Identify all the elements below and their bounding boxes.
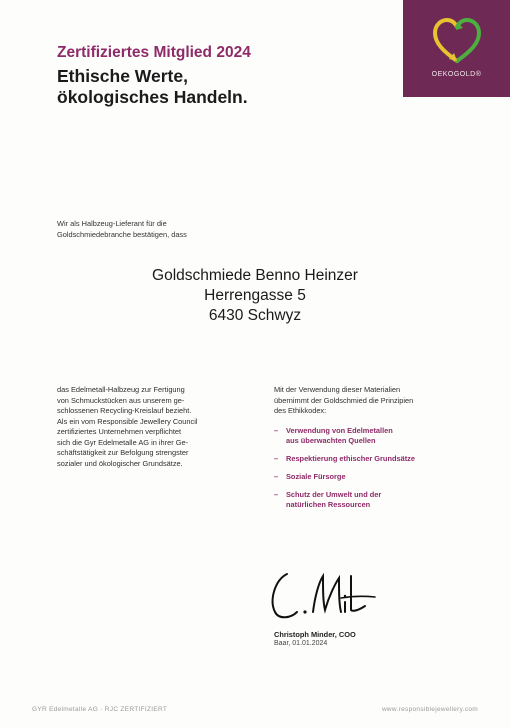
recipient-city: 6430 Schwyz (208, 307, 302, 324)
principle-line: – Schutz der Umwelt und der (286, 489, 382, 499)
handwritten-signature (265, 566, 385, 628)
oekogold-logo (403, 0, 510, 97)
recipient-street: Herrengasse 5 (204, 287, 306, 304)
body-line: von Schmuckstücken aus unserem ge- (57, 395, 185, 405)
headline-line: ökologisches Handeln. (57, 87, 248, 107)
body-line: Mit der Verwendung dieser Materialien (274, 385, 401, 394)
certificate-kicker: Zertifiziertes Mitglied 2024 (57, 44, 251, 61)
footer-left: GYR Edelmetalle AG · RJC ZERTIFIZIERT (32, 706, 168, 713)
body-line: sich die Gyr Edelmetalle AG in ihrer Ge- (57, 437, 189, 447)
certificate-headline (57, 66, 248, 108)
recipient-address (0, 266, 510, 326)
body-right-column (274, 385, 474, 518)
principle-line: – Soziale Fürsorge (286, 471, 346, 481)
headline-line: Ethische Werte, (57, 66, 188, 86)
body-line: des Ethikkodex: (274, 406, 327, 415)
principle-item (274, 454, 474, 464)
footer-url: www.responsiblejewellery.com (381, 706, 478, 713)
body-line: das Edelmetall-Halbzeug zur Fertigung (57, 385, 185, 394)
body-line: Als ein vom Responsible Jewellery Council (57, 416, 198, 426)
principle-line: aus überwachten Quellen (286, 435, 376, 445)
recipient-name: Goldschmiede Benno Heinzer (152, 267, 358, 284)
principle-item (274, 490, 474, 510)
body-line: schlossenen Recycling-Kreislauf bezieht. (57, 406, 192, 415)
principles-list (274, 426, 474, 510)
principle-line: – Respektierung ethischer Grundsätze (286, 453, 415, 463)
principle-item (274, 472, 474, 482)
body-line: schäftstätigkeit zur Befolgung strengster (57, 448, 189, 457)
body-left-column (57, 385, 257, 469)
body-line: sozialer und ökologischer Grundsätze. (57, 458, 183, 468)
intro-line: Wir als Halbzeug-Lieferant für die (57, 219, 167, 228)
signer-name: Christoph Minder, COO (274, 630, 356, 639)
principle-item (274, 426, 474, 446)
intro-text (57, 219, 187, 240)
principle-line: natürlichen Ressourcen (286, 499, 371, 509)
body-line: übernimmt der Goldschmied die Prinzipien (274, 395, 414, 405)
intro-line: Goldschmiedebranche bestätigen, dass (57, 229, 187, 239)
principle-line: – Verwendung von Edelmetallen (286, 425, 393, 435)
logo-text: OEKOGOLD® (431, 71, 482, 78)
heart-arrows-icon (429, 15, 485, 67)
place-date: Baar, 01.01.2024 (274, 640, 328, 647)
body-line: zertifiziertes Unternehmen verpflichtet (57, 427, 182, 436)
